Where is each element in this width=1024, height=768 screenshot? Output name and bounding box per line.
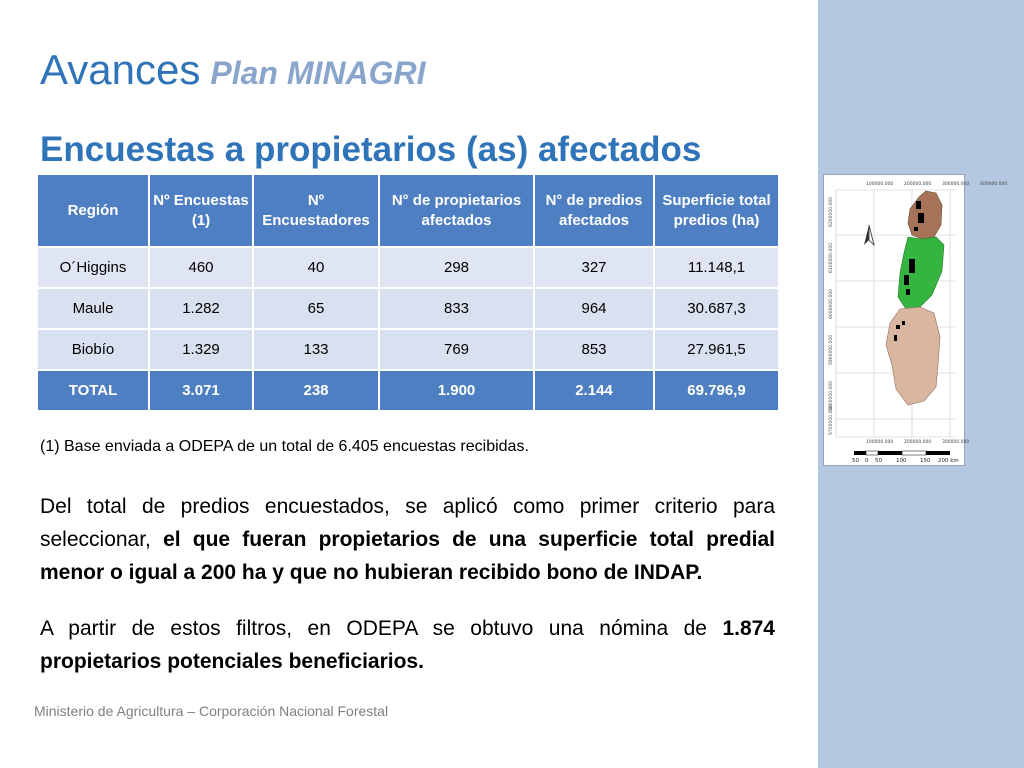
cell-predios: 853 [534, 329, 654, 370]
criteria-text: Del total de predios encuestados, se aplicó como primer criterio para seleccionar, [40, 495, 775, 551]
map-y-tick: 6200000.000 [829, 196, 834, 227]
criteria-bold-text: el que fueran propietarios de una superficie total predial menor o igual a 200 ha y que no hubieran recibido bono de INDAP. [40, 528, 775, 584]
table-total-row [38, 370, 779, 410]
map-y-tick: 5800000.000 [829, 380, 834, 411]
cell-predios: 964 [534, 288, 654, 329]
map-y-tick: 6100000.000 [829, 242, 834, 273]
result-text: A partir de estos filtros, en ODEPA se obtuvo una nómina de [40, 617, 723, 640]
criteria-paragraph [40, 490, 775, 589]
scale-label: 150 [920, 458, 931, 464]
footer-text: Ministerio de Agricultura – Corporación Nacional Forestal [34, 703, 389, 719]
header-encuestas: Nº Encuestas (1) [149, 175, 253, 247]
table-header-row [38, 175, 779, 247]
cell-propietarios: 298 [379, 247, 534, 288]
map-y-tick: 5900000.000 [829, 334, 834, 365]
scale-bar [854, 451, 950, 455]
map-x-tick: 300000.000 [942, 182, 970, 187]
header-encuestadores: Nº Encuestadores [253, 175, 379, 247]
header-propietarios: N° de propietarios afectados [379, 175, 534, 247]
cell-total-predios: 2.144 [534, 370, 654, 410]
cell-total-propietarios: 1.900 [379, 370, 534, 410]
map-x-tick-bottom: 300000.000 [942, 440, 970, 445]
cell-total-superficie: 69.796,9 [654, 370, 779, 410]
cell-region: O´Higgins [38, 247, 149, 288]
region-maule [898, 237, 944, 309]
map-y-tick: 6000000.000 [829, 288, 834, 319]
region-ohiggins [908, 191, 942, 239]
cell-encuestadores: 133 [253, 329, 379, 370]
cell-propietarios: 769 [379, 329, 534, 370]
map-x-tick: 200000.000 [904, 182, 932, 187]
scale-label: 50 [875, 458, 882, 464]
cell-superficie: 30.687,3 [654, 288, 779, 329]
cell-region: Biobío [38, 329, 149, 370]
scale-label: 200 km [938, 458, 959, 464]
cell-propietarios: 833 [379, 288, 534, 329]
region-biobio [886, 307, 940, 405]
table-row [38, 288, 779, 329]
table-row [38, 329, 779, 370]
survey-table [38, 175, 780, 410]
cell-region: Maule [38, 288, 149, 329]
result-number: 1.874 [722, 617, 775, 640]
title-main: Avances [40, 46, 201, 93]
cell-total-encuestas: 3.071 [149, 370, 253, 410]
cell-encuestas: 1.329 [149, 329, 253, 370]
map-x-tick: 400000.000 [980, 182, 1008, 187]
scale-label: 50 [852, 458, 859, 464]
header-predios: N° de predios afectados [534, 175, 654, 247]
map-x-tick: 100000.000 [866, 182, 894, 187]
cell-encuestas: 460 [149, 247, 253, 288]
title-sub: Plan MINAGRI [210, 55, 426, 91]
footnote: (1) Base enviada a ODEPA de un total de 6.405 encuestas recibidas. [40, 438, 529, 455]
cell-total-encuestadores: 238 [253, 370, 379, 410]
slide-title [40, 46, 425, 94]
header-superficie: Superficie total predios (ha) [654, 175, 779, 247]
cell-superficie: 27.961,5 [654, 329, 779, 370]
map-y-tick: 5700000.000 [829, 404, 834, 435]
result-paragraph [40, 612, 775, 678]
cell-encuestadores: 65 [253, 288, 379, 329]
scale-label: 0 [865, 458, 869, 464]
cell-predios: 327 [534, 247, 654, 288]
cell-encuestadores: 40 [253, 247, 379, 288]
map-x-tick-bottom: 100000.000 [866, 440, 894, 445]
table-row [38, 247, 779, 288]
cell-encuestas: 1.282 [149, 288, 253, 329]
result-bold-text: propietarios potenciales beneficiarios. [40, 650, 424, 673]
slide-subtitle: Encuestas a propietarios (as) afectados [40, 130, 702, 169]
cell-total-label: TOTAL [38, 370, 149, 410]
header-region: Región [38, 175, 149, 247]
region-map [823, 174, 1008, 466]
scale-label: 100 [896, 458, 907, 464]
map-x-tick-bottom: 200000.000 [904, 440, 932, 445]
cell-superficie: 11.148,1 [654, 247, 779, 288]
map-graphic [824, 175, 1008, 465]
